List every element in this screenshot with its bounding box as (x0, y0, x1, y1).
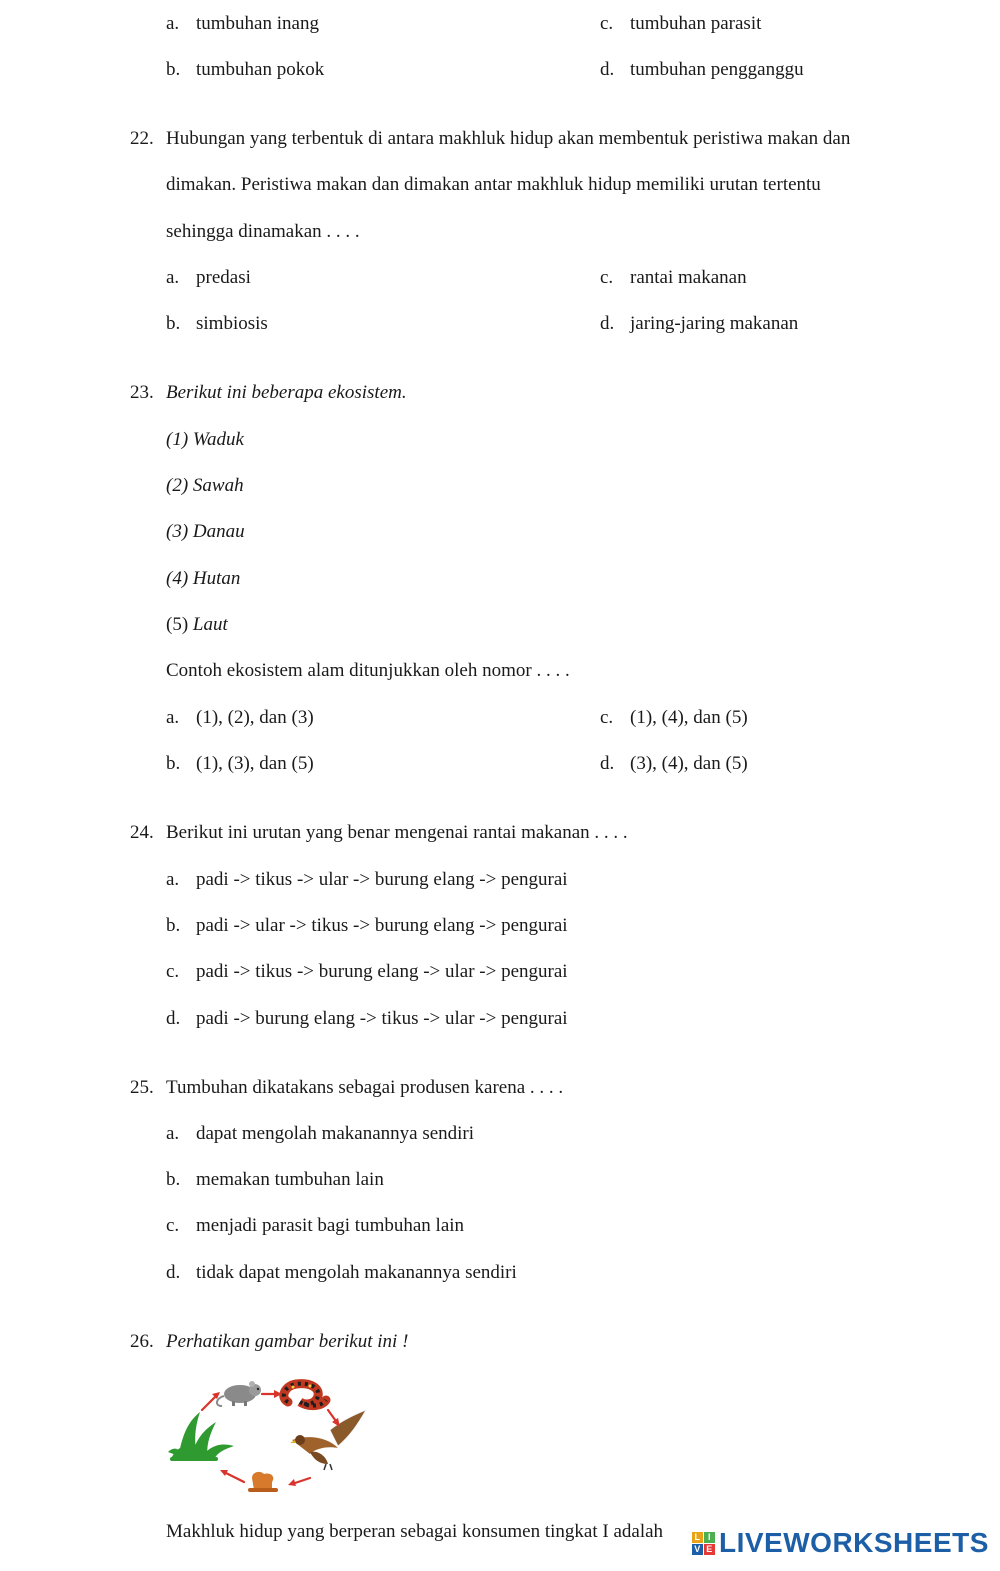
q25-option-c[interactable]: c. menjadi parasit bagi tumbuhan lain (166, 1215, 465, 1236)
q23-item-1: (1) Waduk (166, 429, 244, 450)
decomposer-icon (248, 1472, 278, 1492)
q22-text-line-2: dimakan. Peristiwa makan dan dimakan antar makhluk hidup memiliki urutan tertentu (166, 174, 821, 195)
rat-icon (217, 1381, 261, 1406)
q24-option-b[interactable]: b. padi -> ular -> tikus -> burung elang -> pengurai (166, 915, 568, 936)
q23-option-c[interactable]: c. (1), (4), dan (5) (600, 707, 748, 728)
q22-text-line-1: Hubungan yang terbentuk di antara makhluk hidup akan membentuk peristiwa makan dan (166, 128, 851, 149)
q23-item-3: (3) Danau (166, 521, 245, 542)
q22-text-line-3: sehingga dinamakan . . . . (166, 221, 360, 242)
q26-number: 26. (130, 1331, 154, 1352)
watermark-text: LIVEWORKSHEETS (719, 1527, 989, 1558)
q25-option-d[interactable]: d. tidak dapat mengolah makanannya sendiri (166, 1262, 517, 1283)
eagle-icon (290, 1410, 366, 1470)
q26-intro: Perhatikan gambar berikut ini ! (166, 1331, 409, 1352)
q21-option-d[interactable]: d. tumbuhan pengganggu (600, 59, 804, 80)
food-chain-picture (160, 1372, 375, 1500)
q22-option-c[interactable]: c. rantai makanan (600, 267, 747, 288)
q22-number: 22. (130, 128, 154, 149)
q21-option-b[interactable]: b. tumbuhan pokok (166, 59, 325, 80)
q23-question: Contoh ekosistem alam ditunjukkan oleh nomor . . . . (166, 660, 570, 681)
q25-question: Tumbuhan dikatakans sebagai produsen karena . . . . (166, 1077, 564, 1098)
q23-item-5: (5) Laut (166, 614, 228, 635)
q23-option-b[interactable]: b. (1), (3), dan (5) (166, 753, 314, 774)
q22-option-d[interactable]: d. jaring-jaring makanan (600, 313, 799, 334)
snake-icon (284, 1384, 326, 1406)
q24-option-d[interactable]: d. padi -> burung elang -> tikus -> ular -> pengurai (166, 1008, 568, 1029)
q22-option-a[interactable]: a. predasi (166, 267, 251, 288)
q23-option-d[interactable]: d. (3), (4), dan (5) (600, 753, 748, 774)
q23-item-2: (2) Sawah (166, 475, 244, 496)
liveworksheets-logo-icon: L I V E (692, 1532, 715, 1555)
q21-option-c[interactable]: c. tumbuhan parasit (600, 13, 762, 34)
q22-option-b[interactable]: b. simbiosis (166, 313, 268, 334)
q25-option-a[interactable]: a. dapat mengolah makanannya sendiri (166, 1123, 475, 1144)
q24-option-a[interactable]: a. padi -> tikus -> ular -> burung elang -> pengurai (166, 869, 568, 890)
q23-option-a[interactable]: a. (1), (2), dan (3) (166, 707, 314, 728)
q25-number: 25. (130, 1077, 154, 1098)
q23-intro: Berikut ini beberapa ekosistem. (166, 382, 407, 403)
q23-item-4: (4) Hutan (166, 568, 241, 589)
q24-question: Berikut ini urutan yang benar mengenai rantai makanan . . . . (166, 822, 628, 843)
liveworksheets-watermark (692, 1526, 989, 1560)
q25-option-b[interactable]: b. memakan tumbuhan lain (166, 1169, 384, 1190)
q24-option-c[interactable]: c. padi -> tikus -> burung elang -> ular -> pengurai (166, 961, 568, 982)
grass-icon (168, 1412, 234, 1461)
q24-number: 24. (130, 822, 154, 843)
q21-option-a[interactable]: a. tumbuhan inang (166, 13, 319, 34)
q26-question: Makhluk hidup yang berperan sebagai konsumen tingkat I adalah (166, 1521, 664, 1542)
q23-number: 23. (130, 382, 154, 403)
